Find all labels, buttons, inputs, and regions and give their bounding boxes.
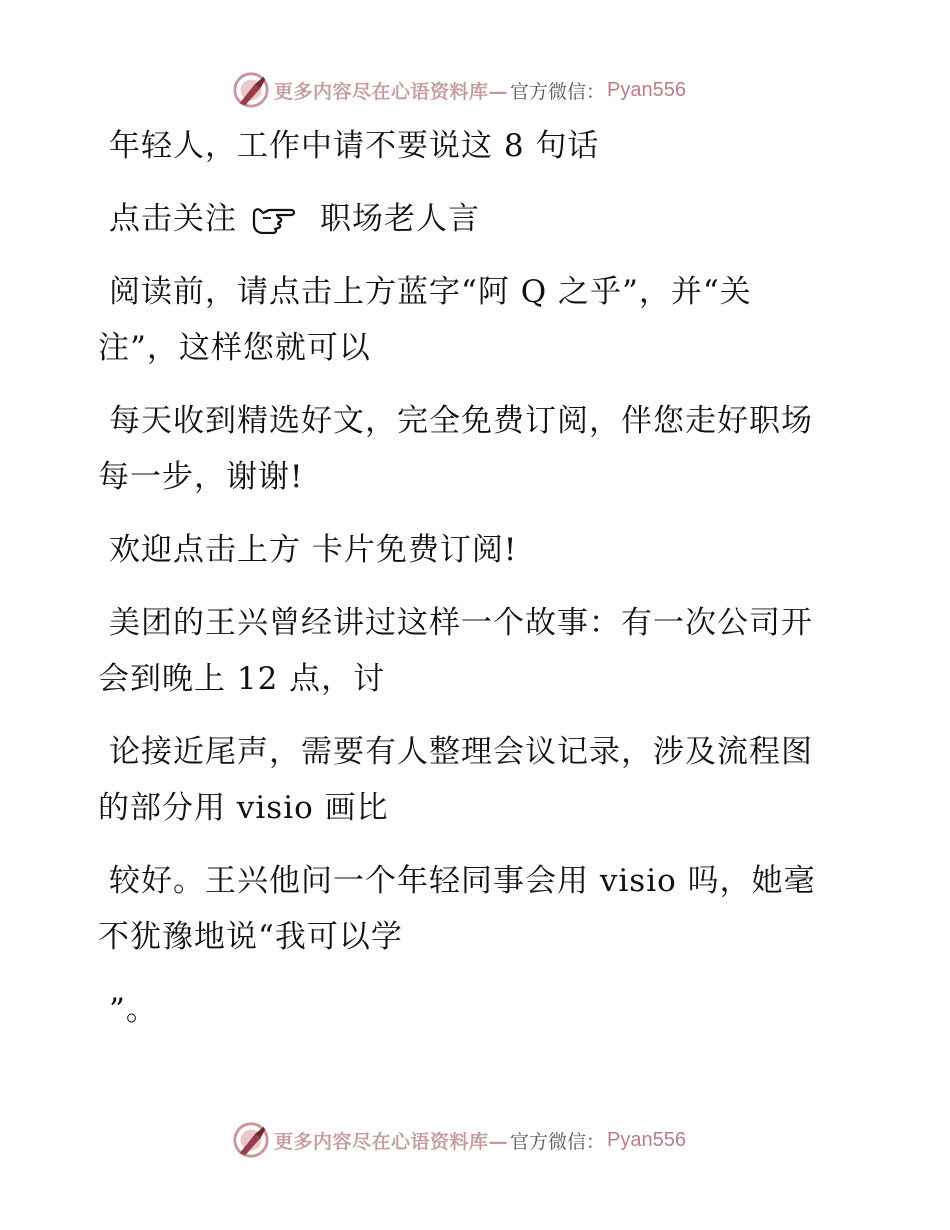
watermark-wechat-label: 官方微信： [510, 80, 606, 103]
pointing-hand-icon [251, 204, 299, 234]
follow-suffix: 职场老人言 [320, 201, 480, 237]
watermark-footer [232, 1120, 686, 1160]
pen-nib-logo-icon [232, 71, 270, 109]
paragraph: 阅读前，请点击上方蓝字“阿 Q 之乎”，并“关注”，这样您就可以 [98, 274, 752, 366]
paragraph: 论接近尾声，需要有人整理会议记录，涉及流程图的部分用 visio 画比 [98, 734, 813, 826]
watermark-text: 更多内容尽在心语资料库— [274, 80, 509, 103]
watermark-text: 更多内容尽在心语资料库— [274, 1130, 509, 1153]
pen-nib-logo-icon [232, 1121, 270, 1159]
watermark-header [232, 70, 686, 110]
watermark-wechat-label: 官方微信： [510, 1130, 606, 1153]
follow-line [98, 191, 828, 247]
watermark-wechat-id: Pyan556 [607, 78, 686, 101]
paragraph: ”。 [109, 992, 158, 1028]
paragraph: 美团的王兴曾经讲过这样一个故事：有一次公司开会到晚上 12 点，讨 [98, 605, 813, 697]
paragraph: 较好。王兴他问一个年轻同事会用 visio 吗，她毫不犹豫地说“我可以学 [98, 863, 816, 955]
paragraph: 欢迎点击上方 卡片免费订阅! [109, 532, 518, 568]
paragraph: 每天收到精选好文，完全免费订阅，伴您走好职场每一步，谢谢! [98, 403, 813, 495]
watermark-wechat-id: Pyan556 [607, 1128, 686, 1151]
follow-prefix: 点击关注 [109, 201, 237, 237]
article-body [98, 118, 828, 1055]
article-title: 年轻人，工作中请不要说这 8 句话 [109, 128, 600, 164]
